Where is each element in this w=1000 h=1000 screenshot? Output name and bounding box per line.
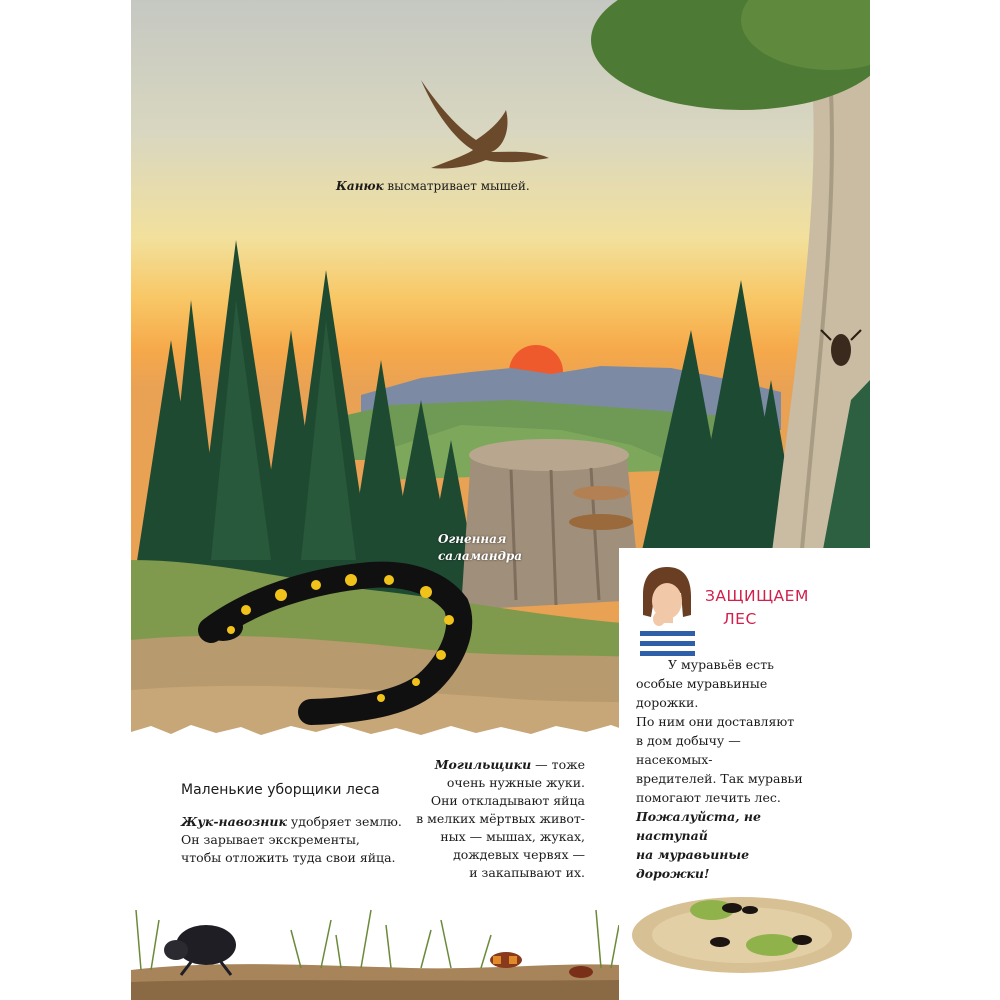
buzzard-name: Канюк xyxy=(336,179,384,193)
salamander-label xyxy=(438,531,522,565)
cleaners-heading: Маленькие уборщики леса xyxy=(181,782,380,798)
burying-beetles-line3: Они откладывают яйца xyxy=(430,793,585,808)
dung-beetle-line3: чтобы отложить туда свои яйца. xyxy=(181,850,396,865)
burying-beetles-line7: и закапывают их. xyxy=(469,865,585,880)
ant-paths-warning-line2: на муравьиные дорожки! xyxy=(636,847,750,881)
girl-portrait xyxy=(633,565,701,663)
burying-beetles-line5: ных — мышах, жуках, xyxy=(440,829,585,844)
ant-paths-text xyxy=(636,655,816,883)
ant-paths-warning-line1: Пожалуйста, не наступай xyxy=(636,809,761,843)
protect-forest-title xyxy=(705,585,809,631)
burying-beetles-line1: — тоже xyxy=(531,757,585,772)
buzzard-caption-text: высматривает мышей. xyxy=(383,179,530,193)
ground-beetles-illustration xyxy=(131,890,620,1000)
protect-forest-title-line1: ЗАЩИЩАЕМ xyxy=(705,587,809,605)
ant-paths-line2: особые муравьиные дорожки. xyxy=(636,676,768,710)
bracket-fungus xyxy=(569,514,633,530)
ant-paths-line6: помогают лечить лес. xyxy=(636,790,781,805)
dung-beetle-line1: удобряет землю. xyxy=(286,814,402,829)
ant-paths-line4: в дом добычу — насекомых- xyxy=(636,733,741,767)
ant-paths-line3: По ним они доставляют xyxy=(636,714,795,729)
buzzard-bird xyxy=(421,80,549,169)
salamander-label-line1: Огненная xyxy=(438,532,507,546)
burying-beetles-text xyxy=(400,756,585,882)
protect-forest-title-line2: ЛЕС xyxy=(723,610,757,628)
burying-beetles-line4: в мелких мёртвых живот- xyxy=(416,811,585,826)
burying-beetles-line2: очень нужные жуки. xyxy=(446,775,585,790)
ants-with-prey-illustration xyxy=(632,880,857,980)
burying-beetles-line6: дождевых червях — xyxy=(453,847,585,862)
ant-paths-line5: вредителей. Так муравьи xyxy=(636,771,803,786)
buzzard-caption xyxy=(336,178,530,195)
ant-paths-line1: У муравьёв есть xyxy=(668,657,774,672)
salamander-label-line2: саламандра xyxy=(438,549,523,563)
dung-beetle-text xyxy=(181,813,402,867)
burying-beetles-name: Могильщики xyxy=(434,757,532,772)
dung-beetle-line2: Он зарывает экскременты, xyxy=(181,832,360,847)
dung-beetle-name: Жук-навозник xyxy=(181,814,287,829)
